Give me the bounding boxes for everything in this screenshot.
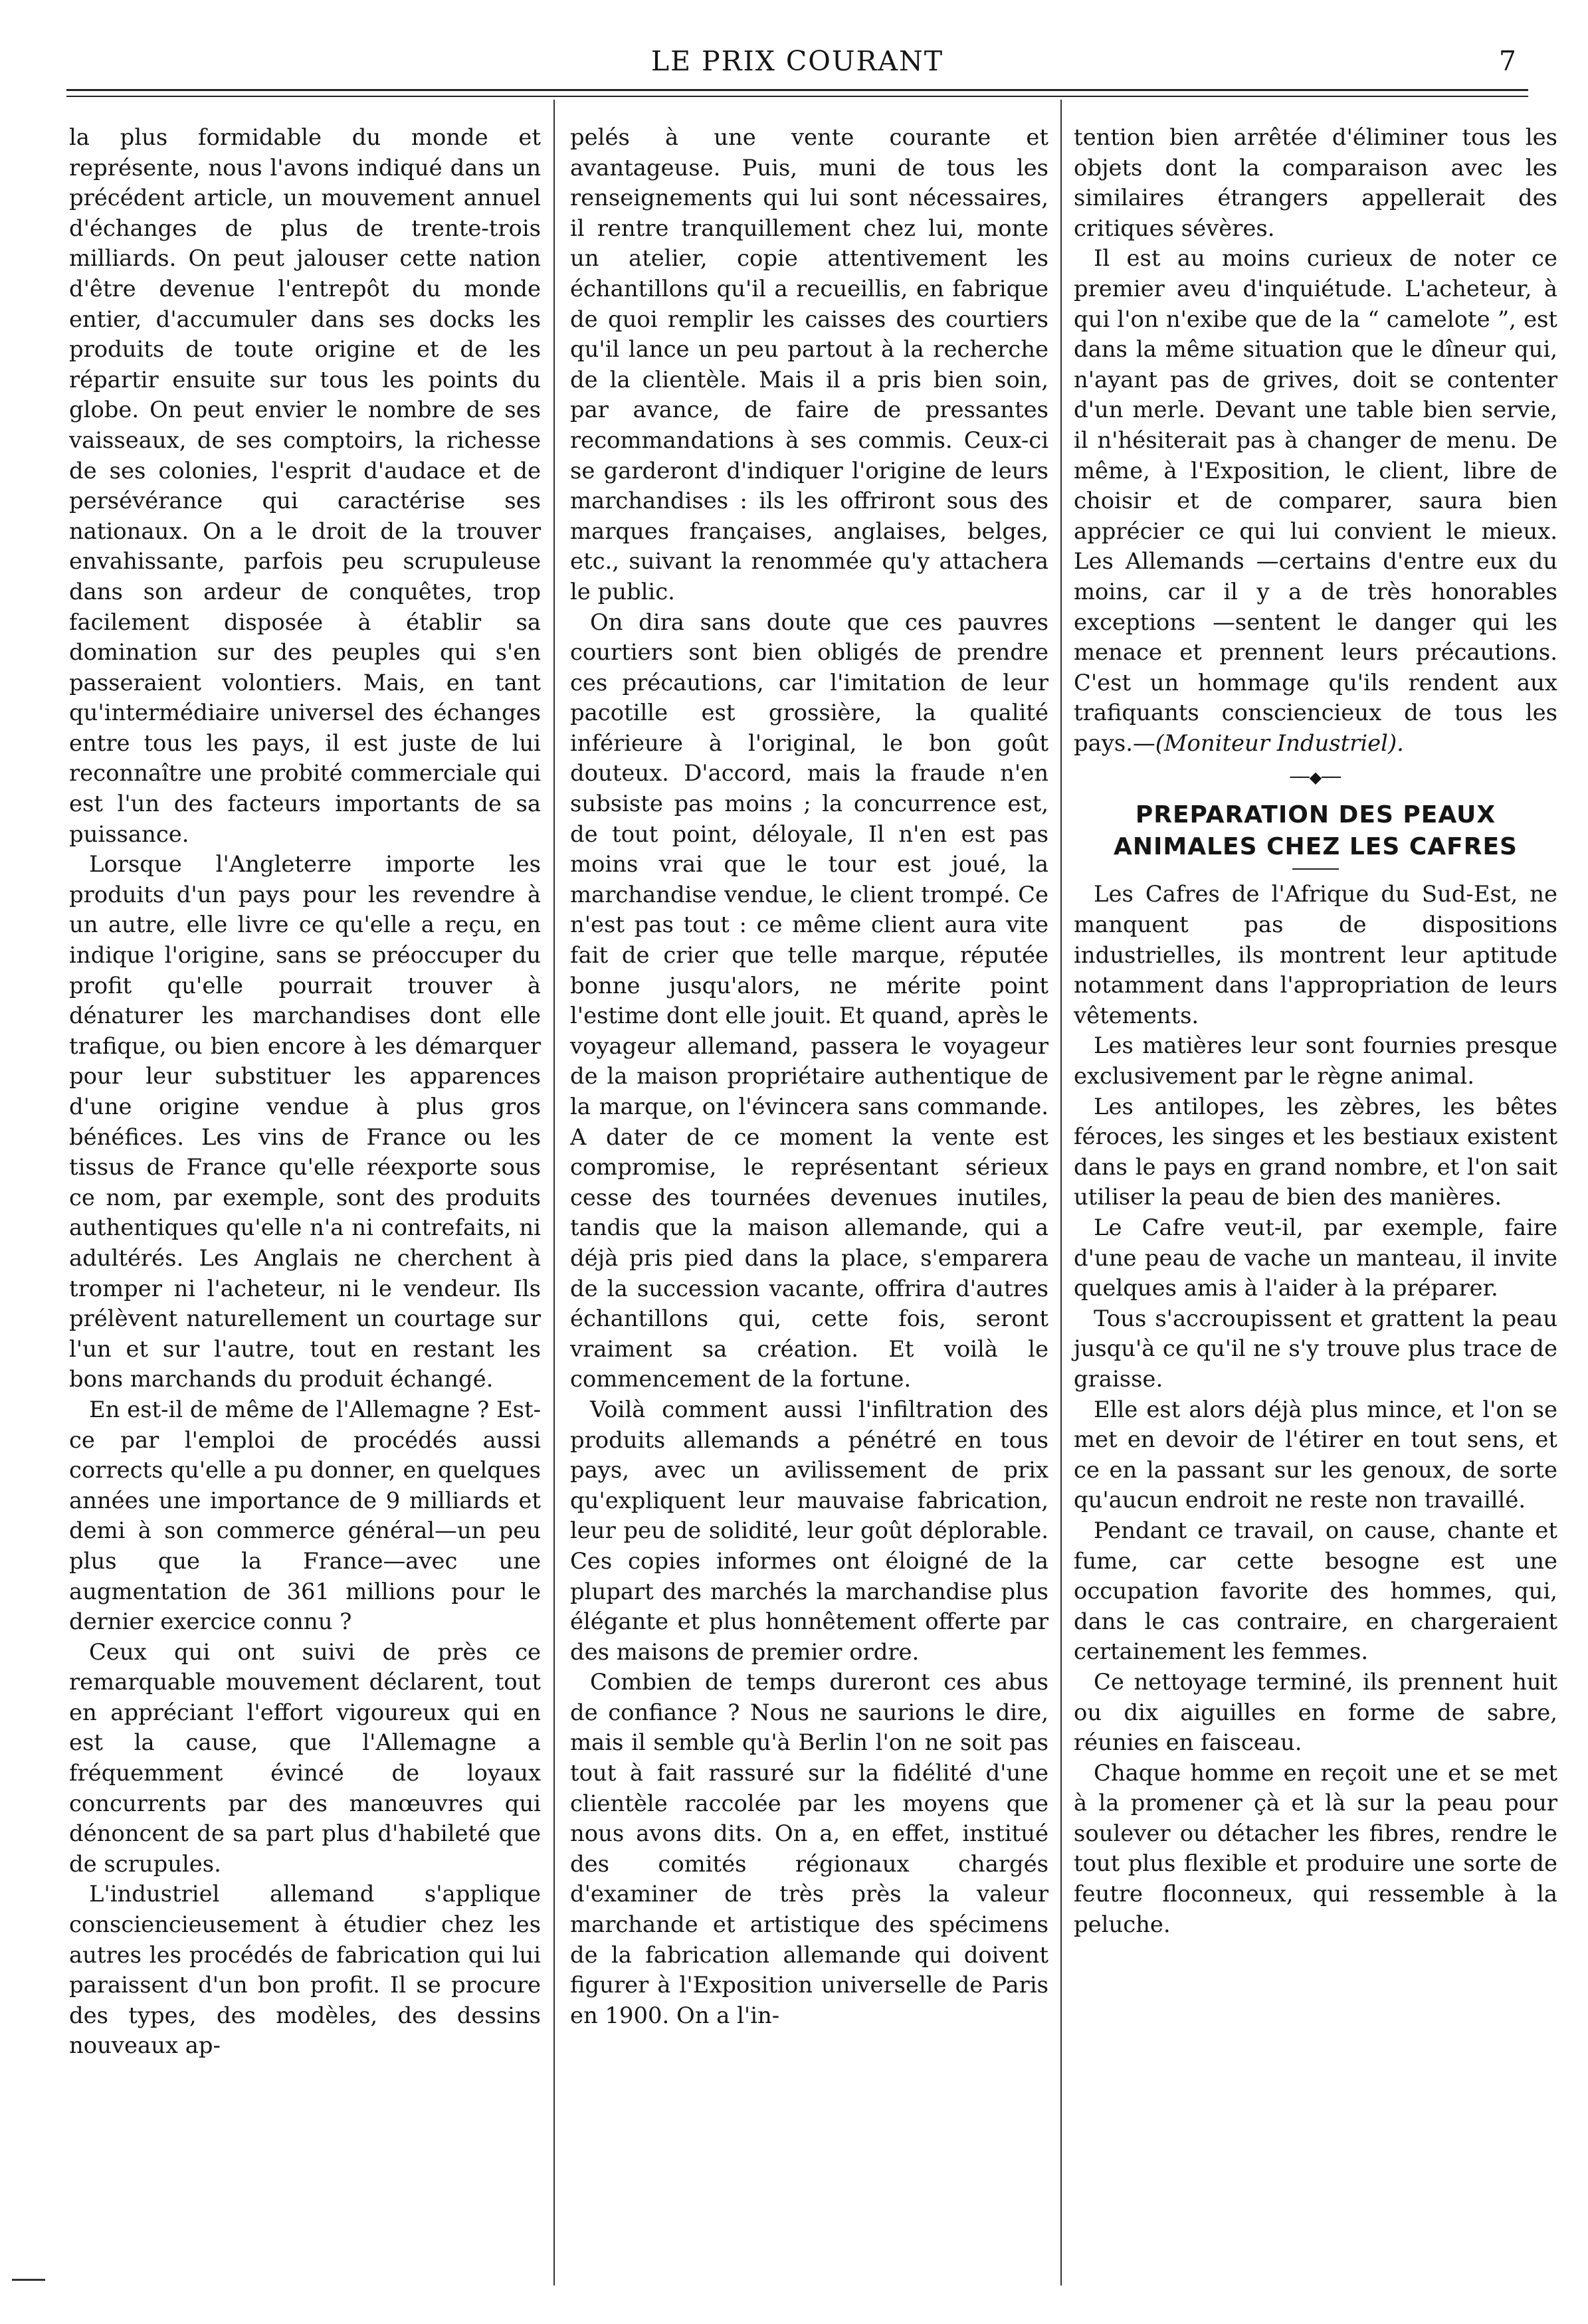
paragraph: Ceux qui ont suivi de près ce remarquable mouvement déclarent, tout en appréciant l'effort vigoureux qui en est la cause, que l'Allemagne a fréquemment évincé de loyaux concurrents par des manœuvres qui dénoncent de sa part plus d'habileté que de scrupules.: [69, 1638, 541, 1877]
column-3: [1074, 122, 1557, 1939]
paragraph: Ce nettoyage terminé, ils prennent huit ou dix aiguilles en forme de sabre, réunies en faisceau.: [1074, 1668, 1557, 1756]
page-number: 7: [1498, 45, 1516, 77]
section-heading: PREPARATION DES PEAUX ANIMALES CHEZ LES CAFRES: [1114, 801, 1518, 861]
paragraph: Les Cafres de l'Afrique du Sud-Est, ne manquent pas de dispositions industrielles, ils montrent leur aptitude notamment dans l'appropriation de leurs vêtements.: [1074, 881, 1557, 1028]
column-2: [570, 122, 1048, 2030]
heading-dash: [1292, 868, 1339, 870]
paragraph: Lorsque l'Angleterre importe les produits d'un pays pour les revendre à un autre, elle livre ce qu'elle a reçu, en indique l'origine, sans se préoccuper du profit qu'elle pourrait trouver à dénaturer les marchandises dont elle trafique, ou bien encore à les démarquer pour leur substituer les apparences d'une origine vendue à plus gros bénéfices. Les vins de France ou les tissus de France qu'elle réexporte sous ce nom, par exemple, sont des produits authentiques qu'elle n'a ni contrefaits, ni adultérés. Les Anglais ne cherchent à tromper ni l'acheteur, ni le vendeur. Ils prélèvent naturellement un courtage sur l'un et sur l'autre, tout en restant les bons marchands du produit échangé.: [69, 851, 541, 1393]
section-separator: ──◆──: [1290, 768, 1341, 787]
paragraph: [1074, 243, 1557, 758]
paragraph-text: Il est au moins curieux de noter ce premier aveu d'inquiétude. L'acheteur, à qui l'on n'exibe que de la “ camelote ”, est dans la même situation que le dîneur qui, n'ayant pas de grives, doit se contenter d'un merle. Devant une table bien servie, il n'hésiterait pas à changer de menu. De même, à l'Exposition, le client, libre de choisir et de comparer, saura bien apprécier ce qui lui convient le mieux. Les Allemands —certains d'entre eux du moins, car il y a de très honorables exceptions —sentent le danger qui les menace et prennent leurs précautions. C'est un hommage qu'ils rendent aux trafiquants consciencieux de tous les pays.—: [1074, 245, 1557, 756]
paragraph: En est-il de même de l'Allemagne ? Est-ce par l'emploi de procédés aussi corrects qu'elle a pu donner, en quelques années une importance de 9 milliards et demi à son commerce général—un peu plus que la France—avec une augmentation de 361 millions pour le dernier exercice connu ?: [69, 1396, 541, 1635]
paragraph: Voilà comment aussi l'infiltration des produits allemands a pénétré en tous pays, avec un avilissement de prix qu'expliquent leur mauvaise fabrication, leur peu de solidité, leur goût déplorable. Ces copies informes ont éloigné de la plupart des marchés la marchandise plus élégante et plus honnêtement offerte par des maisons de premier ordre.: [570, 1396, 1048, 1665]
paragraph: Chaque homme en reçoit une et se met à la promener çà et là sur la peau pour soulever ou détacher les fibres, rendre le tout plus flexible et produire une sorte de feutre floconneux, qui ressemble à la peluche.: [1074, 1759, 1557, 1937]
paragraph: Tous s'accroupissent et grattent la peau jusqu'à ce qu'il ne s'y trouve plus trace de graisse.: [1074, 1305, 1557, 1392]
paragraph: tention bien arrêtée d'éliminer tous les objets dont la comparaison avec les similaires étrangers appellerait des critiques sévères.: [1074, 124, 1557, 241]
column-divider: [1060, 100, 1062, 2285]
paragraph: On dira sans doute que ces pauvres courtiers sont bien obligés de prendre ces précautions, car l'imitation de leur pacotille est grossière, la qualité inférieure à l'original, le bon goût douteux. D'accord, mais la fraude n'en subsiste pas moins ; la concurrence est, de tout point, déloyale, Il n'en est pas moins vrai que le tour est joué, la marchandise vendue, le client trompé. Ce n'est pas tout : ce même client aura vite fait de crier que telle marque, réputée bonne jusqu'alors, ne mérite point l'estime dont elle jouit. Et quand, après le voyageur allemand, passera le voyageur de la maison propriétaire authentique de la marque, on l'évincera sans commande. A dater de ce moment la vente est compromise, le représentant sérieux cesse des tournées devenues inutiles, tandis que la maison allemande, qui a déjà pris pied dans la place, s'emparera de la succession vacante, offrira d'autres échantillons qui, cette fois, seront vraiment sa création. Et voilà le commencement de la fortune.: [570, 609, 1048, 1393]
page-footer-mark: [12, 2279, 45, 2281]
header-rule-thin: [66, 96, 1528, 97]
paragraph: Combien de temps dureront ces abus de confiance ? Nous ne saurions le dire, mais il semble qu'à Berlin l'on ne soit pas tout à fait rassuré sur la fidélité d'une clientèle raccolée par les moyens que nous avons dits. On a, en effet, institué des comités régionaux chargés d'examiner de très près la valeur marchande et artistique des spécimens de la fabrication allemande qui doivent figurer à l'Exposition universelle de Paris en 1900. On a l'in-: [570, 1669, 1048, 2028]
page-header: [66, 40, 1528, 86]
paragraph: Elle est alors déjà plus mince, et l'on se met en devoir de l'étirer en tout sens, et ce en la passant sur les genoux, de sorte qu'aucun endroit ne reste non travaillé.: [1074, 1396, 1557, 1513]
column-divider: [553, 100, 555, 2285]
paragraph: L'industriel allemand s'applique consciencieusement à étudier chez les autres les procédés de fabrication qui lui paraissent d'un bon profit. Il se procure des types, des modèles, des dessins nouveaux ap-: [69, 1881, 541, 2059]
header-rule: [66, 89, 1528, 91]
source-citation: (Moniteur Industriel).: [1155, 729, 1404, 756]
paragraph: la plus formidable du monde et représente, nous l'avons indiqué dans un précédent article, un mouvement annuel d'échanges de plus de trente-trois milliards. On peut jalouser cette nation d'être devenue l'entrepôt du monde entier, d'accumuler dans ses docks les produits de toute origine et de les répartir ensuite sur tous les points du globe. On peut envier le nombre de ses vaisseaux, de ses comptoirs, la richesse de ses colonies, l'esprit d'audace et de persévérance qui caractérise ses nationaux. On a le droit de la trouver envahissante, parfois peu scrupuleuse dans son ardeur de conquêtes, trop facilement disposée à établir sa domination sur des peuples qui s'en passeraient volontiers. Mais, en tant qu'intermédiaire universel des échanges entre tous les pays, il est juste de lui reconnaître une probité commerciale qui est l'un des facteurs importants de sa puissance.: [69, 124, 541, 847]
paragraph: Pendant ce travail, on cause, chante et fume, car cette besogne est une occupation favorite des hommes, qui, dans le cas contraire, en chargeraient certainement les femmes.: [1074, 1517, 1557, 1665]
paragraph: Les antilopes, les zèbres, les bêtes féroces, les singes et les bestiaux existent dans le pays en grand nombre, et l'on sait utiliser la peau de bien des manières.: [1074, 1093, 1557, 1210]
paragraph: pelés à une vente courante et avantageuse. Puis, muni de tous les renseignements qui lui sont nécessaires, il rentre tranquillement chez lui, monte un atelier, copie attentivement les échantillons qu'il a recueillis, en fabrique de quoi remplir les caisses des courtiers qu'il lance un peu partout à la recherche de la clientèle. Mais il a pris bien soin, par avance, de faire de pressantes recommandations à ses commis. Ceux-ci se garderont d'indiquer l'origine de leurs marchandises : ils les offriront sous des marques françaises, anglaises, belges, etc., suivant la renommée qu'y attachera le public.: [570, 124, 1048, 605]
column-1: [69, 122, 541, 2061]
paragraph: Le Cafre veut-il, par exemple, faire d'une peau de vache un manteau, il invite quelques amis à l'aider à la préparer.: [1074, 1214, 1557, 1302]
paragraph: Les matières leur sont fournies presque exclusivement par le règne animal.: [1074, 1032, 1557, 1090]
journal-title: LE PRIX COURANT: [650, 45, 944, 77]
